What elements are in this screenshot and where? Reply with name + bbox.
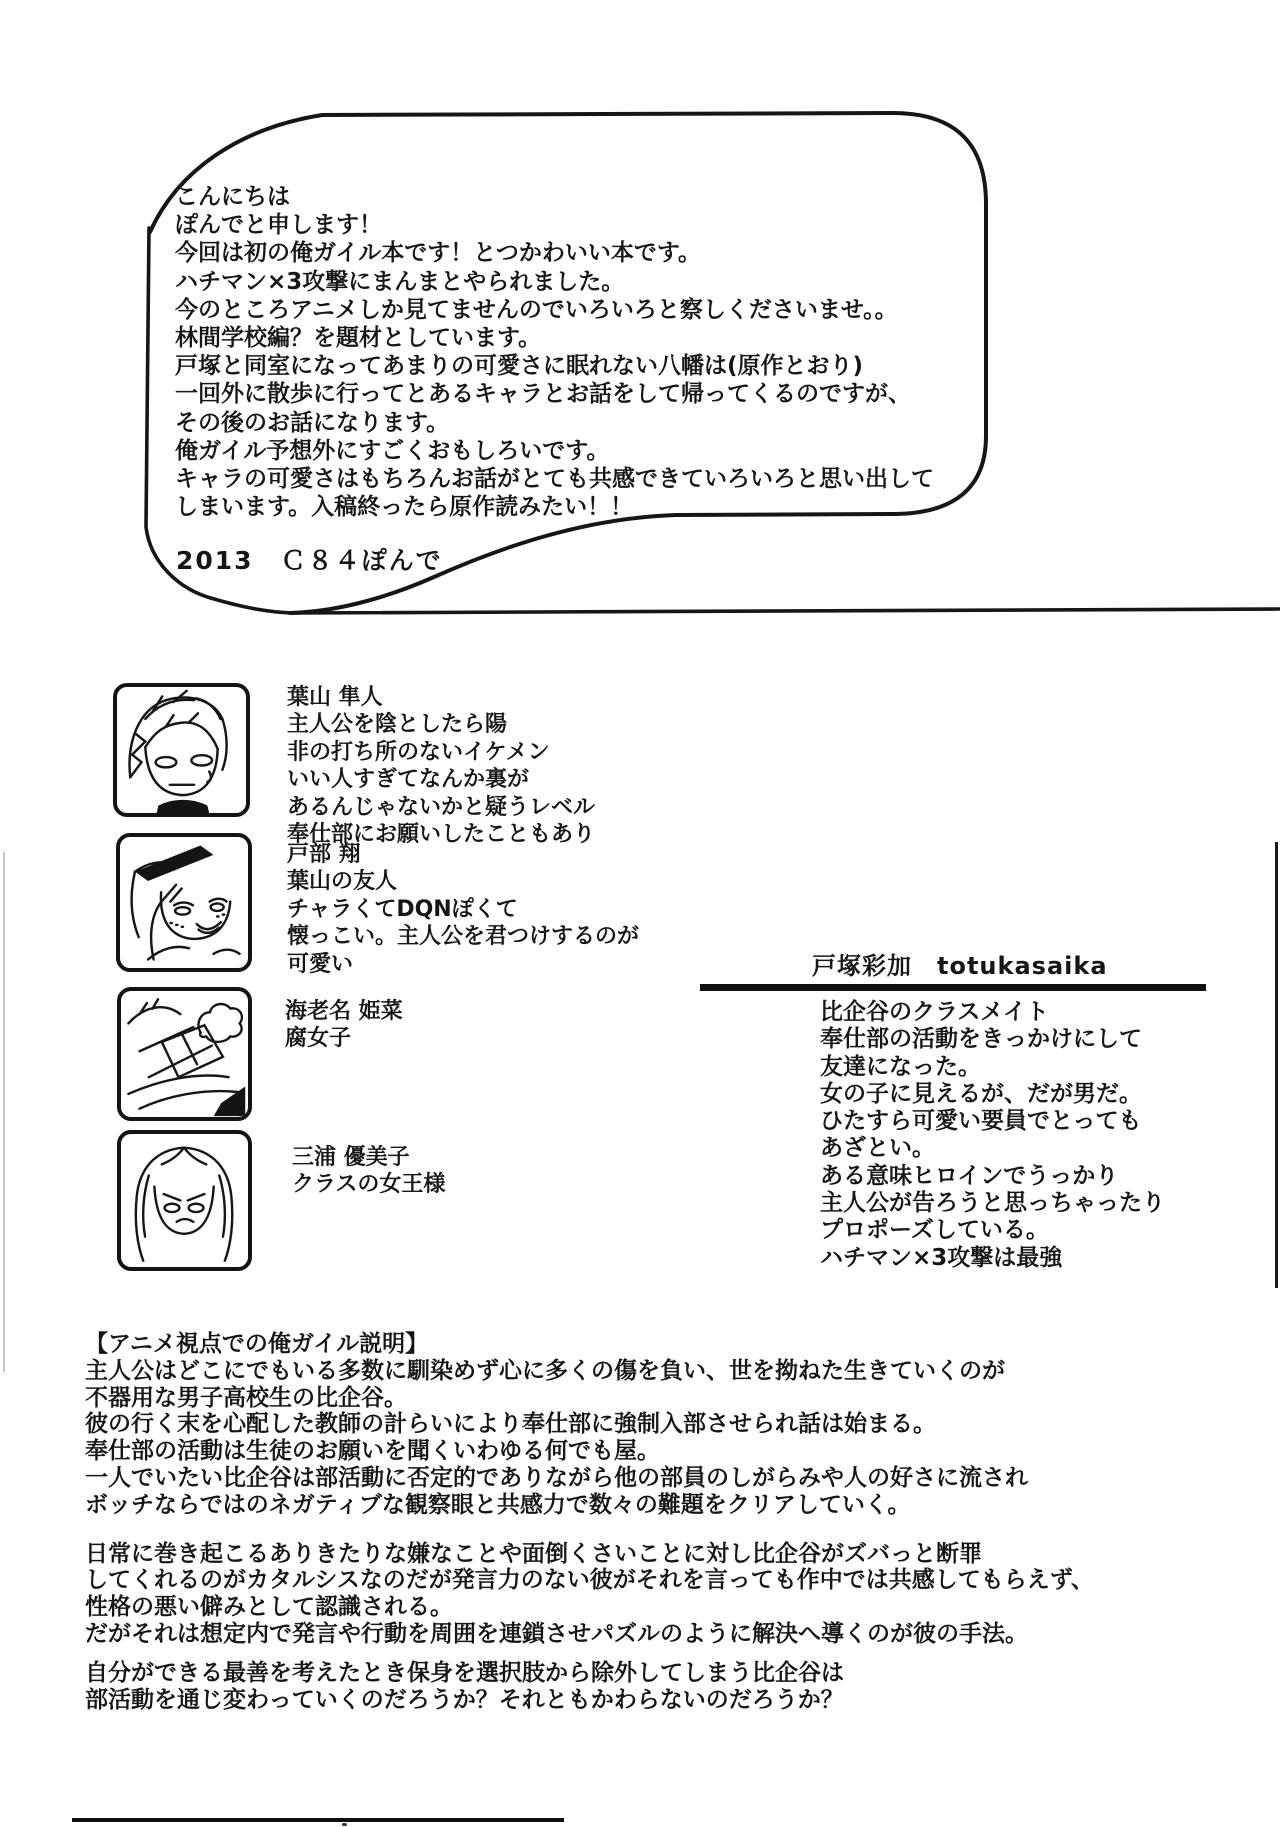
explanation-paragraph-2 (85, 1541, 1094, 1648)
scan-right-edge-line (1275, 842, 1278, 1288)
anime-explanation-section (85, 1331, 1094, 1713)
text-line: 葉山の友人 (287, 869, 398, 895)
text-line: しまいます。入稿終ったら原作読みたい！！ (175, 494, 634, 521)
text-line: キャラの可愛さはもちろんお話がとても共感できていろいろと思い出して (175, 466, 934, 493)
scan-left-edge-line (3, 852, 5, 1372)
profile-hayama-text (287, 684, 595, 848)
text-line: 友達になった。 (820, 1053, 981, 1080)
miura-face-sketch (121, 1134, 248, 1267)
profile-miura-text (292, 1144, 445, 1199)
text-line: 林間学校編？を題材としています。 (175, 325, 542, 352)
text-line: 日常に巻き起こるありきたりな嫌なことや面倒くさいことに対し比企谷がズバっと断罪 (85, 1540, 982, 1567)
text-line: 性格の悪い僻みとして認識される。 (85, 1594, 453, 1621)
text-line: チャラくてDQNぽくて (287, 896, 518, 922)
text-line: こんにちは (175, 184, 290, 210)
text-line: 葉山 隼人 (287, 685, 383, 710)
totsuka-section-heading: 戸塚彩加 totukasaika (812, 952, 1108, 980)
text-line: 主人公が告ろうと思っちゃったり (820, 1190, 1165, 1217)
text-line: あるんじゃないかと疑うレベル (287, 794, 596, 820)
explanation-paragraph-1 (85, 1358, 1094, 1519)
text-line: 自分ができる最善を考えたとき保身を選択肢から除外してしまう比企谷は (85, 1659, 844, 1686)
text-line: だがそれは想定内で発言や行動を周囲を連鎖させパズルのように解決へ導くのが彼の手法。 (85, 1620, 1028, 1647)
text-line: 非の打ち所のないイケメン (287, 739, 550, 765)
text-line: クラスの女王様 (292, 1172, 446, 1198)
author-signature: 2013 Ｃ８４ぽんで (176, 546, 443, 575)
text-line: 彼の行く末を心配した教師の計らいにより奉仕部に強制入部させられ話は始まる。 (85, 1411, 936, 1438)
ebina-writing-sketch (121, 991, 248, 1117)
scan-speck (342, 1823, 347, 1826)
scan-bottom-edge-line (72, 1818, 564, 1822)
text-line: あざとい。 (820, 1135, 935, 1162)
hayama-face-sketch (117, 687, 246, 813)
text-line: ぽんでと申します！ (175, 212, 382, 239)
text-line: ひたすら可愛い要員でとっても (820, 1108, 1142, 1135)
text-line: ボッチならではのネガティブな観察眼と共感力で数々の難題をクリアしていく。 (85, 1491, 911, 1518)
text-line: 戸塚と同室になってあまりの可愛さに眠れない八幡は(原作とおり) (175, 353, 864, 380)
explanation-heading: 【アニメ視点での俺ガイル説明】 (85, 1331, 429, 1357)
text-line: 女の子に見えるが、だが男だ。 (820, 1080, 1142, 1107)
text-line: 主人公を陰としたら陽 (287, 712, 508, 738)
text-line: 一回外に散歩に行ってとあるキャラとお話をして帰ってくるのですが、 (175, 381, 911, 408)
text-line: 可愛い (287, 951, 354, 977)
text-line: 今回は初の俺ガイル本です！とつかわいい本です。 (175, 240, 702, 267)
text-line: 三浦 優美子 (292, 1145, 410, 1170)
text-line: 比企谷のクラスメイト (820, 999, 1049, 1025)
text-line: 不器用な男子高校生の比企谷。 (85, 1384, 407, 1411)
text-line: 主人公はどこにでもいる多数に馴染めず心に多くの傷を負い、世を拗ねた生きていくのが (85, 1357, 1005, 1384)
text-line: してくれるのがカタルシスなのだが発言力のない彼がそれを言っても作中では共感してもらえず、 (85, 1567, 1094, 1594)
totsuka-description-text (820, 999, 1165, 1272)
portrait-box-hayama (113, 683, 250, 817)
text-line: 一人でいたい比企谷は部活動に否定的でありながら他の部員のしがらみや人の好さに流され (85, 1464, 1028, 1491)
totsuka-divider-rule (700, 984, 1206, 991)
text-line: いい人すぎてなんか裏が (287, 767, 530, 793)
profile-tobe-text (287, 841, 639, 978)
portrait-box-tobe (116, 833, 252, 972)
text-line: 奉仕部の活動をきっかけにして (820, 1026, 1142, 1053)
text-line: 奉仕部にお願いしたこともあり (287, 822, 596, 848)
text-line: 懐っこい。主人公を君つけするのが (287, 924, 640, 950)
text-line: 戸部 翔 (287, 842, 361, 867)
explanation-paragraph-3 (85, 1660, 1094, 1714)
text-line: ハチマン×3攻撃は最強 (820, 1244, 1063, 1271)
text-line: 今のところアニメしか見てませんのでいろいろと察しくださいませ。。 (175, 296, 898, 323)
text-line: その後のお話になります。 (175, 409, 450, 436)
profile-ebina-text (285, 998, 403, 1053)
text-line: 腐女子 (285, 1026, 352, 1052)
portrait-box-miura (117, 1130, 252, 1271)
author-greeting-text (175, 183, 934, 521)
text-line: プロポーズしている。 (820, 1217, 1049, 1244)
text-line: ハチマン×3攻撃にまんまとやられました。 (175, 268, 625, 295)
text-line: 俺ガイル予想外にすごくおもしろいです。 (175, 437, 610, 464)
text-line: 部活動を通じ変わっていくのだろうか？それともかわらないのだろうか？ (85, 1686, 844, 1713)
text-line: 奉仕部の活動は生徒のお願いを聞くいわゆる何でも屋。 (85, 1438, 660, 1465)
text-line: ある意味ヒロインでうっかり (820, 1162, 1119, 1189)
portrait-box-ebina (117, 987, 252, 1121)
tobe-face-sketch (120, 837, 248, 968)
text-line: 海老名 姫菜 (285, 999, 403, 1024)
